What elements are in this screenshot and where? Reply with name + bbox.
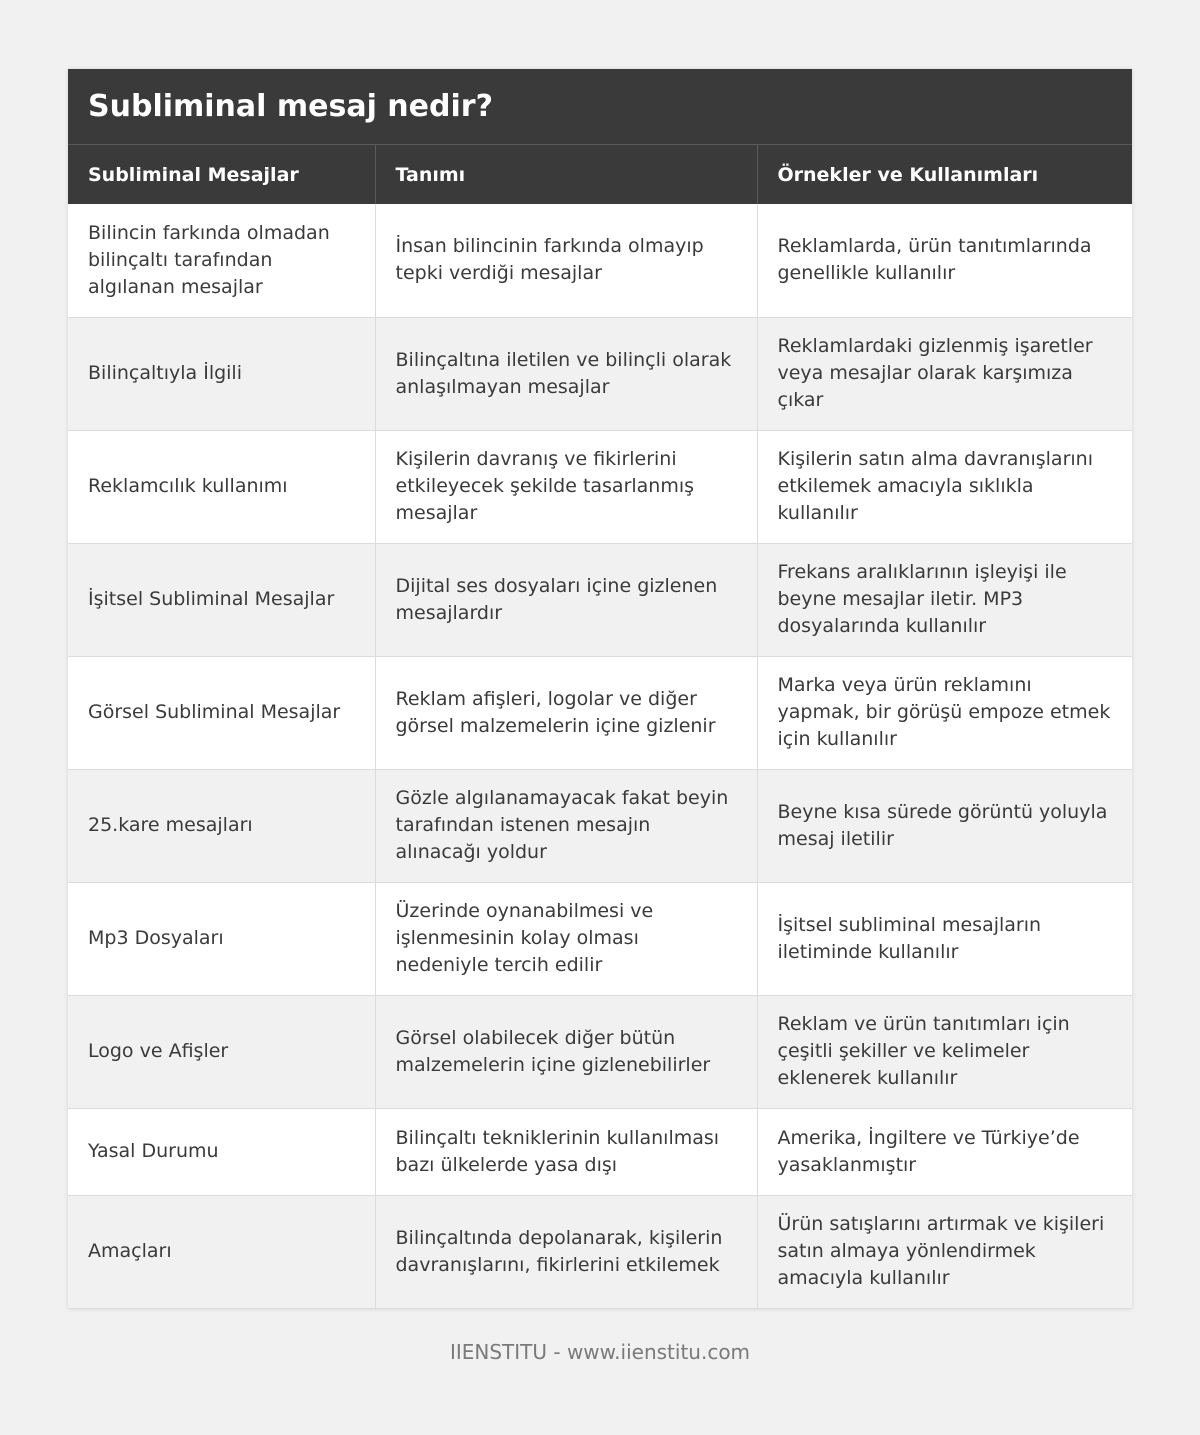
table-cell: Kişilerin davranış ve fikirlerini etkileyecek şekilde tasarlanmış mesajlar	[375, 430, 757, 543]
table-row	[68, 1195, 1132, 1308]
table-cell: İşitsel subliminal mesajların iletiminde kullanılır	[757, 882, 1132, 995]
column-header: Subliminal Mesajlar	[68, 145, 375, 204]
table-cell: Reklamlardaki gizlenmiş işaretler veya mesajlar olarak karşımıza çıkar	[757, 317, 1132, 430]
table-row	[68, 1108, 1132, 1195]
table-cell: Logo ve Afişler	[68, 995, 375, 1108]
table-cell: Reklam ve ürün tanıtımları için çeşitli şekiller ve kelimeler eklenerek kullanılır	[757, 995, 1132, 1108]
table-row	[68, 317, 1132, 430]
table-cell: Reklam afişleri, logolar ve diğer görsel malzemelerin içine gizlenir	[375, 656, 757, 769]
table-row	[68, 656, 1132, 769]
footer-credit: IIENSTITU - www.iienstitu.com	[449, 1340, 751, 1364]
table-cell: Yasal Durumu	[68, 1108, 375, 1195]
table-row	[68, 430, 1132, 543]
table-row	[68, 995, 1132, 1108]
table-cell: Üzerinde oynanabilmesi ve işlenmesinin kolay olması nedeniyle tercih edilir	[375, 882, 757, 995]
table-cell: İnsan bilincinin farkında olmayıp tepki verdiği mesajlar	[375, 204, 757, 317]
column-header: Örnekler ve Kullanımları	[757, 145, 1132, 204]
table-cell: Bilinçaltına iletilen ve bilinçli olarak anlaşılmayan mesajlar	[375, 317, 757, 430]
table-cell: 25.kare mesajları	[68, 769, 375, 882]
column-header: Tanımı	[375, 145, 757, 204]
table-row	[68, 204, 1132, 317]
table-cell: Bilincin farkında olmadan bilinçaltı tarafından algılanan mesajlar	[68, 204, 375, 317]
table-cell: Reklamlarda, ürün tanıtımlarında genellikle kullanılır	[757, 204, 1132, 317]
table-cell: Bilinçaltı tekniklerinin kullanılması bazı ülkelerde yasa dışı	[375, 1108, 757, 1195]
data-table	[68, 145, 1132, 1309]
table-cell: İşitsel Subliminal Mesajlar	[68, 543, 375, 656]
table-cell: Görsel Subliminal Mesajlar	[68, 656, 375, 769]
table-cell: Beyne kısa sürede görüntü yoluyla mesaj iletilir	[757, 769, 1132, 882]
table-cell: Reklamcılık kullanımı	[68, 430, 375, 543]
table-header-row	[68, 145, 1132, 204]
table-cell: Dijital ses dosyaları içine gizlenen mesajlardır	[375, 543, 757, 656]
table-cell: Amerika, İngiltere ve Türkiye’de yasaklanmıştır	[757, 1108, 1132, 1195]
table-cell: Mp3 Dosyaları	[68, 882, 375, 995]
table-row	[68, 882, 1132, 995]
table-cell: Bilinçaltında depolanarak, kişilerin davranışlarını, fikirlerini etkilemek	[375, 1195, 757, 1308]
table-cell: Ürün satışlarını artırmak ve kişileri satın almaya yönlendirmek amacıyla kullanılır	[757, 1195, 1132, 1308]
table-row	[68, 543, 1132, 656]
table-cell: Amaçları	[68, 1195, 375, 1308]
table-cell: Frekans aralıklarının işleyişi ile beyne mesajlar iletir. MP3 dosyalarında kullanılır	[757, 543, 1132, 656]
table-card	[68, 69, 1132, 1309]
table-cell: Bilinçaltıyla İlgili	[68, 317, 375, 430]
table-cell: Görsel olabilecek diğer bütün malzemelerin içine gizlenebilirler	[375, 995, 757, 1108]
table-cell: Marka veya ürün reklamını yapmak, bir görüşü empoze etmek için kullanılır	[757, 656, 1132, 769]
table-row	[68, 769, 1132, 882]
table-cell: Gözle algılanamayacak fakat beyin tarafından istenen mesajın alınacağı yoldur	[375, 769, 757, 882]
page-title: Subliminal mesaj nedir?	[68, 69, 1132, 145]
table-cell: Kişilerin satın alma davranışlarını etkilemek amacıyla sıklıkla kullanılır	[757, 430, 1132, 543]
